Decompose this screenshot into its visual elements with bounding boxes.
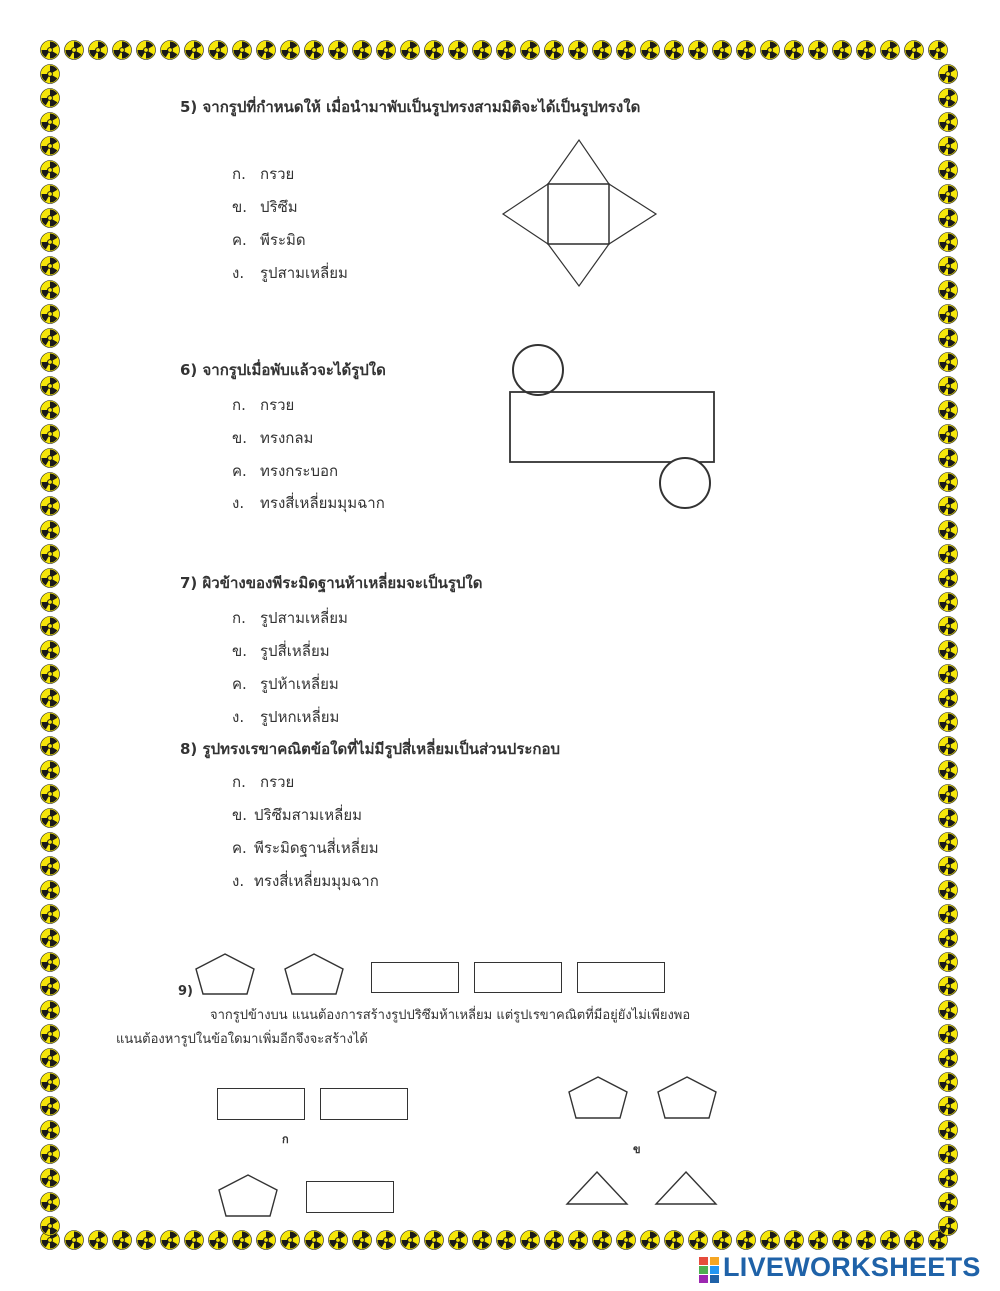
border-tile-icon (938, 64, 958, 84)
q5-option-d[interactable] (232, 261, 348, 285)
border-tile-icon (40, 256, 60, 276)
border-tile-icon (40, 808, 60, 828)
border-tile-icon (938, 1192, 958, 1212)
q9-pentagon-2 (282, 952, 346, 996)
border-tile-icon (40, 328, 60, 348)
choice-a-rectangle-1 (217, 1088, 305, 1120)
border-tile-icon (40, 1192, 60, 1212)
border-tile-icon (938, 568, 958, 588)
choice-d-triangle-1 (565, 1170, 629, 1206)
border-tile-icon (938, 1168, 958, 1188)
border-tile-icon (938, 1120, 958, 1140)
option-text: กรวย (260, 396, 295, 414)
border-tile-icon (64, 1230, 84, 1250)
choice-b-pentagon-2 (655, 1075, 719, 1121)
question-8-title: 8) รูปทรงเรขาคณิตข้อใดที่ไม่มีรูปสี่เหลี่ยมเป็นส่วนประกอบ (180, 740, 561, 758)
border-tile-icon (938, 592, 958, 612)
border-tile-icon (160, 40, 180, 60)
border-tile-icon (938, 904, 958, 924)
option-label: ก. (232, 396, 246, 414)
q9-rectangle-3 (577, 962, 665, 993)
border-tile-icon (40, 472, 60, 492)
option-label: ก. (232, 609, 246, 627)
border-tile-icon (938, 880, 958, 900)
border-tile-icon (938, 784, 958, 804)
border-tile-icon (664, 40, 684, 60)
border-tile-icon (544, 40, 564, 60)
border-tile-icon (938, 136, 958, 156)
border-tile-icon (938, 1216, 958, 1236)
question-7-title: 7) ผิวข้างของพีระมิดฐานห้าเหลี่ยมจะเป็นรูปใด (180, 574, 483, 592)
option-label: ง. (232, 872, 245, 890)
border-tile-icon (640, 40, 660, 60)
border-tile-icon (938, 640, 958, 660)
border-tile-icon (938, 280, 958, 300)
option-label: ค. (232, 839, 247, 857)
border-tile-icon (736, 40, 756, 60)
border-tile-icon (40, 208, 60, 228)
border-tile-icon (640, 1230, 660, 1250)
border-tile-icon (472, 40, 492, 60)
choice-a-label[interactable]: ก (282, 1133, 289, 1146)
border-tile-icon (938, 1096, 958, 1116)
border-tile-icon (160, 1230, 180, 1250)
border-tile-icon (40, 832, 60, 852)
option-text: พีระมิด (260, 231, 306, 249)
option-label: ข. (232, 806, 248, 824)
border-tile-icon (376, 40, 396, 60)
border-tile-icon (88, 40, 108, 60)
border-tile-icon (40, 304, 60, 324)
border-tile-icon (40, 1000, 60, 1020)
border-tile-icon (40, 760, 60, 780)
border-tile-icon (232, 40, 252, 60)
border-tile-icon (40, 736, 60, 756)
border-tile-icon (832, 40, 852, 60)
liveworksheets-logo-icon (698, 1256, 720, 1284)
border-tile-icon (88, 1230, 108, 1250)
border-tile-icon (938, 496, 958, 516)
border-tile-icon (40, 448, 60, 468)
net-rectangle-body (510, 392, 714, 462)
border-tile-icon (938, 688, 958, 708)
option-text: รูปหกเหลี่ยม (260, 708, 340, 726)
q9-pentagon-1 (193, 952, 257, 996)
border-tile-icon (938, 760, 958, 780)
border-tile-icon (40, 400, 60, 420)
option-label: ค. (232, 462, 247, 480)
border-tile-icon (40, 1072, 60, 1092)
choice-b-label[interactable]: ข (633, 1143, 641, 1156)
border-tile-icon (938, 376, 958, 396)
border-tile-icon (938, 1072, 958, 1092)
border-tile-icon (938, 928, 958, 948)
option-text: กรวย (260, 773, 295, 791)
option-text: รูปสี่เหลี่ยม (260, 642, 330, 660)
border-tile-icon (448, 40, 468, 60)
border-tile-icon (568, 40, 588, 60)
pyramid-net-figure (500, 138, 660, 290)
border-tile-icon (208, 1230, 228, 1250)
question-9-text-line1: จากรูปข้างบน แนนต้องการสร้างรูปปริซึมห้าเหลี่ยม แต่รูปเรขาคณิตที่มีอยู่ยังไม่เพียงพอ (210, 1008, 691, 1023)
liveworksheets-brand: LIVEWORKSHEETS (723, 1252, 981, 1282)
option-text: รูปห้าเหลี่ยม (260, 675, 339, 693)
border-tile-icon (40, 1168, 60, 1188)
option-label: ข. (232, 642, 248, 660)
border-tile-icon (448, 1230, 468, 1250)
border-tile-icon (808, 40, 828, 60)
option-label: ข. (232, 429, 248, 447)
q9-rectangle-1 (371, 962, 459, 993)
border-tile-icon (40, 784, 60, 804)
border-tile-icon (938, 208, 958, 228)
q8-option-c[interactable] (232, 836, 379, 860)
border-tile-icon (938, 400, 958, 420)
border-tile-icon (938, 1000, 958, 1020)
border-tile-icon (938, 112, 958, 132)
border-tile-icon (40, 280, 60, 300)
border-tile-icon (938, 544, 958, 564)
border-tile-icon (808, 1230, 828, 1250)
net-circle-top (513, 345, 563, 395)
border-tile-icon (938, 1144, 958, 1164)
border-tile-icon (712, 40, 732, 60)
border-tile-icon (232, 1230, 252, 1250)
border-tile-icon (544, 1230, 564, 1250)
option-text: ปริซึม (260, 198, 298, 216)
choice-d-triangle-2 (654, 1170, 718, 1206)
border-tile-icon (520, 40, 540, 60)
border-tile-icon (472, 1230, 492, 1250)
border-tile-icon (328, 40, 348, 60)
q8-option-b[interactable] (232, 803, 362, 827)
q6-option-a[interactable] (232, 393, 294, 417)
q6-option-c[interactable] (232, 459, 338, 483)
choice-c-pentagon (216, 1173, 280, 1219)
cylinder-net-figure (505, 340, 720, 510)
border-tile-icon (40, 664, 60, 684)
border-tile-icon (352, 1230, 372, 1250)
border-tile-icon (40, 88, 60, 108)
q5-option-b[interactable] (232, 195, 298, 219)
border-tile-icon (40, 1024, 60, 1044)
border-tile-icon (938, 160, 958, 180)
option-label: ค. (232, 231, 247, 249)
border-tile-icon (40, 376, 60, 396)
q7-option-a[interactable] (232, 606, 348, 630)
border-tile-icon (736, 1230, 756, 1250)
border-tile-icon (424, 1230, 444, 1250)
border-tile-icon (938, 616, 958, 636)
question-9-number: 9) (178, 984, 193, 999)
border-tile-icon (376, 1230, 396, 1250)
border-tile-icon (40, 1048, 60, 1068)
q5-option-c[interactable] (232, 228, 306, 252)
border-tile-icon (880, 40, 900, 60)
decorative-border-left (38, 62, 62, 1238)
border-tile-icon (938, 424, 958, 444)
q5-option-a[interactable] (232, 162, 294, 186)
border-tile-icon (616, 40, 636, 60)
q7-option-d[interactable] (232, 705, 339, 729)
option-text: ทรงสี่เหลี่ยมมุมฉาก (254, 872, 379, 890)
border-tile-icon (616, 1230, 636, 1250)
border-tile-icon (40, 352, 60, 372)
net-circle-bottom (660, 458, 710, 508)
option-text: รูปสามเหลี่ยม (260, 609, 348, 627)
border-tile-icon (938, 664, 958, 684)
border-tile-icon (40, 1096, 60, 1116)
choice-c-rectangle (306, 1181, 394, 1213)
border-tile-icon (40, 112, 60, 132)
q8-option-a[interactable] (232, 770, 294, 794)
border-tile-icon (688, 40, 708, 60)
option-label: ข. (232, 198, 248, 216)
border-tile-icon (880, 1230, 900, 1250)
decorative-border-top (38, 38, 950, 62)
border-tile-icon (184, 40, 204, 60)
border-tile-icon (938, 976, 958, 996)
option-label: ค. (232, 675, 247, 693)
option-label: ก. (232, 165, 246, 183)
border-tile-icon (938, 520, 958, 540)
border-tile-icon (938, 184, 958, 204)
border-tile-icon (112, 1230, 132, 1250)
option-label: ง. (232, 264, 245, 282)
question-5-title: 5) จากรูปที่กำหนดให้ เมื่อนำมาพับเป็นรูปทรงสามมิติจะได้เป็นรูปทรงใด (180, 98, 641, 116)
border-tile-icon (938, 832, 958, 852)
border-tile-icon (184, 1230, 204, 1250)
border-tile-icon (40, 424, 60, 444)
net-triangle-right (609, 184, 656, 244)
border-tile-icon (40, 64, 60, 84)
option-label: ก. (232, 773, 246, 791)
border-tile-icon (40, 1216, 60, 1236)
border-tile-icon (712, 1230, 732, 1250)
border-tile-icon (136, 1230, 156, 1250)
choice-a-rectangle-2 (320, 1088, 408, 1120)
border-tile-icon (938, 448, 958, 468)
q8-option-d[interactable] (232, 869, 379, 893)
decorative-border-bottom (38, 1228, 950, 1252)
q6-option-d[interactable] (232, 491, 385, 515)
border-tile-icon (856, 40, 876, 60)
border-tile-icon (256, 1230, 276, 1250)
border-tile-icon (112, 40, 132, 60)
q7-option-b[interactable] (232, 639, 330, 663)
border-tile-icon (40, 952, 60, 972)
option-label: ง. (232, 494, 245, 512)
border-tile-icon (280, 40, 300, 60)
border-tile-icon (938, 856, 958, 876)
border-tile-icon (40, 496, 60, 516)
border-tile-icon (256, 40, 276, 60)
net-triangle-bottom (548, 244, 609, 286)
border-tile-icon (938, 712, 958, 732)
option-text: ทรงกระบอก (260, 462, 339, 480)
q9-rectangle-2 (474, 962, 562, 993)
border-tile-icon (40, 688, 60, 708)
border-tile-icon (568, 1230, 588, 1250)
border-tile-icon (304, 1230, 324, 1250)
option-text: รูปสามเหลี่ยม (260, 264, 348, 282)
border-tile-icon (40, 616, 60, 636)
border-tile-icon (938, 256, 958, 276)
net-triangle-top (548, 140, 609, 184)
border-tile-icon (40, 1120, 60, 1140)
decorative-border-right (936, 62, 960, 1238)
border-tile-icon (40, 976, 60, 996)
border-tile-icon (938, 1024, 958, 1044)
border-tile-icon (938, 232, 958, 252)
question-9-text-line2: แนนต้องหารูปในข้อใดมาเพิ่มอีกจึงจะสร้างได้ (116, 1032, 368, 1047)
border-tile-icon (760, 1230, 780, 1250)
border-tile-icon (496, 1230, 516, 1250)
border-tile-icon (40, 232, 60, 252)
border-tile-icon (208, 40, 228, 60)
border-tile-icon (328, 1230, 348, 1250)
border-tile-icon (136, 40, 156, 60)
border-tile-icon (40, 136, 60, 156)
border-tile-icon (784, 40, 804, 60)
border-tile-icon (496, 40, 516, 60)
border-tile-icon (904, 1230, 924, 1250)
border-tile-icon (400, 40, 420, 60)
border-tile-icon (904, 40, 924, 60)
border-tile-icon (938, 952, 958, 972)
border-tile-icon (40, 856, 60, 876)
border-tile-icon (40, 904, 60, 924)
net-square-base (548, 184, 609, 244)
border-tile-icon (40, 568, 60, 588)
border-tile-icon (938, 1048, 958, 1068)
border-tile-icon (938, 736, 958, 756)
option-text: ปริซึมสามเหลี่ยม (254, 806, 362, 824)
border-tile-icon (664, 1230, 684, 1250)
border-tile-icon (938, 304, 958, 324)
border-tile-icon (784, 1230, 804, 1250)
border-tile-icon (938, 88, 958, 108)
border-tile-icon (40, 1144, 60, 1164)
border-tile-icon (688, 1230, 708, 1250)
border-tile-icon (40, 184, 60, 204)
border-tile-icon (938, 472, 958, 492)
border-tile-icon (520, 1230, 540, 1250)
border-tile-icon (40, 544, 60, 564)
border-tile-icon (592, 1230, 612, 1250)
border-tile-icon (40, 160, 60, 180)
net-triangle-left (503, 184, 548, 244)
border-tile-icon (856, 1230, 876, 1250)
option-text: พีระมิดฐานสี่เหลี่ยม (254, 839, 379, 857)
border-tile-icon (938, 808, 958, 828)
option-text: กรวย (260, 165, 295, 183)
border-tile-icon (592, 40, 612, 60)
border-tile-icon (280, 1230, 300, 1250)
border-tile-icon (40, 40, 60, 60)
border-tile-icon (40, 520, 60, 540)
border-tile-icon (938, 328, 958, 348)
q6-option-b[interactable] (232, 426, 313, 450)
border-tile-icon (40, 640, 60, 660)
option-label: ง. (232, 708, 245, 726)
border-tile-icon (424, 40, 444, 60)
border-tile-icon (304, 40, 324, 60)
border-tile-icon (40, 928, 60, 948)
border-tile-icon (938, 352, 958, 372)
border-tile-icon (40, 712, 60, 732)
border-tile-icon (352, 40, 372, 60)
border-tile-icon (400, 1230, 420, 1250)
border-tile-icon (40, 880, 60, 900)
option-text: ทรงสี่เหลี่ยมมุมฉาก (260, 494, 385, 512)
border-tile-icon (64, 40, 84, 60)
choice-b-pentagon-1 (566, 1075, 630, 1121)
border-tile-icon (760, 40, 780, 60)
question-6-title: 6) จากรูปเมื่อพับแล้วจะได้รูปใด (180, 361, 386, 379)
border-tile-icon (40, 592, 60, 612)
border-tile-icon (832, 1230, 852, 1250)
q7-option-c[interactable] (232, 672, 339, 696)
border-tile-icon (928, 40, 948, 60)
option-text: ทรงกลม (260, 429, 314, 447)
